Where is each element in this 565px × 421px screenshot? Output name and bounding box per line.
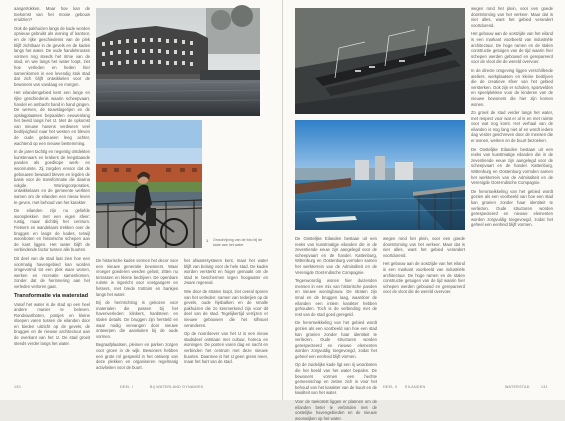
left-page-column-3 bbox=[184, 258, 268, 378]
right-page bbox=[283, 0, 565, 421]
paragraph: Het gebouw aan de oostzijde van het eiland is een markant voorbeeld van industriële architectuur. De hoge ramen en de stalen constructie getuigen van de tijd waarin hier schepen werden gebouwd en gerepareerd voor de vloot die de wereld overvoer. bbox=[471, 31, 553, 65]
paragraph: Op de noordoever van het IJ is een nieuw stadsdeel ontstaan met cultuur, horeca en woningen. De ponten varen dag en nacht en verbinden het centrum met deze nieuwe buurten. Daarmee is het IJ geen grens meer, maar het hart van de stad. bbox=[184, 331, 268, 365]
paragraph: Vanaf het water is de stad op een heel andere manier te beleven. Rondvaartboten, pontjes en kleine sloepen varen tussen de eilanden door en bieden uitzicht op de gevels, de bruggen en de nieuwe architectuur aan de overkant van het IJ. De stad groeit steeds verder langs het water. bbox=[14, 301, 90, 346]
warehouse-canal-photo bbox=[96, 8, 260, 116]
right-footer-page-number: 131 bbox=[541, 385, 548, 389]
paragraph: Zo groeit de stad verder langs het water, met respect voor wat er al is en met ruimte voor wat nog komt. Het verhaal van de eilanden is nog lang niet af en wordt iedere dag verder geschreven door de mensen die er wonen, werken en de buurt bezoeken. bbox=[471, 110, 553, 144]
left-footer-section: DEEL I bbox=[120, 385, 134, 389]
paragraph: In de directe omgeving liggen verschillende ateliers, werkplaatsen en kleine bedrijven die de creatieve sfeer van het gebied versterken. Ook zijn er scholen, sportvelden en speelplekken voor de kinderen van de nieuwe bewoners die hier zijn komen wonen. bbox=[471, 67, 553, 107]
paragraph: Ook de pakhuizen langs de kade worden opnieuw gebruikt als woning of kantoor, en de rijke geschiedenis van de plek blijft zichtbaar in de gevels en de kades langs het water. De oude handelsroutes vormen nog steeds het ritme van de stad, en wie langs het water loopt, ziet hoe verleden en heden hier samenkomen in een levendig stuk stad dat zich blijft ontwikkelen voor de bewoners van vandaag en morgen. bbox=[14, 25, 90, 87]
paragraph: Dit deel van de stad laat zien hoe een voormalig havengebied kan worden omgevormd tot een plek waar wonen, werken en recreatie samenkomen, zonder dat de herinnering aan het verleden verloren gaat. bbox=[14, 255, 90, 289]
warehouse-canal-image bbox=[96, 8, 260, 116]
paragraph: Tegenwoordig wonen hier duizenden mensen in een mix van historische panden en nieuwe woningbouw. De straten zijn smal en de bruggen laag, waardoor de eilanden een intiem karakter hebben gehouden. Toch is de verbinding met de rest van de stad goed geregeld. bbox=[295, 278, 377, 317]
caption-number: 1 bbox=[206, 238, 209, 243]
aerial-harbour-image bbox=[295, 8, 465, 114]
right-page-column-1 bbox=[295, 236, 377, 421]
section-heading: Transformatie via waterstad bbox=[14, 292, 88, 299]
right-page-column-2 bbox=[383, 236, 465, 378]
paragraph: wegen rond het plein, voor een goede doorstroming van het verkeer. Maar dat is niet alles, want het gebied verandert voortdurend. bbox=[383, 236, 465, 258]
paragraph: In de jaren tachtig en negentig ontdekten kunstenaars en krakers de leegstaande panden als goedkope werk- en woonruimte. Zij zorgden ervoor dat de gebouwen bewaard bleven en legden de basis voor de transformatie die daarna volgde. Woningcorporaties, ontwikkelaars en de gemeente werkten samen om de eilanden een nieuw leven te geven, met behoud van het karakter. bbox=[14, 149, 90, 205]
paragraph: Het eilandengebied kent een lange en rijke geschiedenis waarin scheepvaart, handel en ambacht hand in hand gingen. De werven, de touwslagerijen en de opslagplaatsen bepaalden eeuwenlang het beeld langs het IJ. Met de opkomst van nieuwe havens verdween veel bedrijvigheid naar het westen en bleven de oude gebouwen leeg achter, wachtend op een nieuwe bestemming. bbox=[14, 90, 90, 146]
paragraph: De herontwikkeling van het gebied wordt gezien als een voorbeeld van hoe een stad kan groeien zonder haar identiteit te verliezen. Oude structuren worden gerespecteerd en nieuwe elementen worden zorgvuldig toegevoegd, zodat het geheel een eenheid blijft vormen. bbox=[471, 188, 553, 228]
right-page-column-3 bbox=[471, 6, 553, 378]
paragraph: De historische kades vormen het decor voor een nieuwe generatie bewoners. Waar vroeger goederen werden gelost, zitten nu terrassen en kleine bedrijven. De openbare ruimte is ingericht voor voetgangers en fietsers, met brede trottoirs en bankjes langs het water. bbox=[96, 258, 178, 297]
paragraph: wegen rond het plein, voor een goede doorstroming van het verkeer. Maar dat is niet alles, want het gebied verandert voortdurend. bbox=[471, 6, 553, 28]
cyclist-bridge-image bbox=[96, 120, 202, 248]
paragraph: Begraafplaatsen, pleinen en parken zorgen voor groen in de wijk. Bewoners hebben een grote rol gespeeld in het ontwerp van deze plekken en organiseren regelmatig activiteiten voor de buurt. bbox=[96, 342, 178, 370]
paragraph: het afwatersysteem kent, maar het water blijft van belang voor de hele stad. De kades worden versterkt en hoger gemaakt om de stad te beschermen tegen hoogwater en zware regenval. bbox=[184, 258, 268, 286]
paragraph: Voor de toekomst liggen er plannen om de eilanden beter te verbinden met de oostelijke havengebieden en de nieuwe woonwijken op het water. bbox=[295, 399, 377, 421]
photo-caption: Omschrijving van de foto bij de kade aan het water bbox=[213, 238, 263, 247]
paragraph: Het gebouw aan de oostzijde van het eiland is een markant voorbeeld van industriële architectuur. De hoge ramen en de stalen constructie getuigen van de tijd waarin hier schepen werden gebouwd en gerepareerd voor de vloot die de wereld overvoer. bbox=[383, 261, 465, 295]
aerial-harbour-photo bbox=[295, 8, 465, 114]
right-footer-brand: WATERSTAD bbox=[505, 385, 530, 389]
left-page bbox=[0, 0, 282, 400]
cyclist-bridge-photo bbox=[96, 120, 202, 248]
paragraph: De Oostelijke Eilanden bestaan uit een reeks van kunstmatige eilanden die in de zeventiende eeuw zijn aangelegd voor de scheepvaart en de handel. Kattenburg, Wittenburg en Oostenburg vormden samen het werkterrein van de Admiraliteit en de Verenigde Oost-Indische Compagnie. bbox=[295, 236, 377, 275]
right-footer-section: DEEL II bbox=[383, 385, 398, 389]
paragraph: De Oostelijke Eilanden bestaan uit een reeks van kunstmatige eilanden die in de zeventiende eeuw zijn aangelegd voor de scheepvaart en de handel. Kattenburg, Wittenburg en Oostenburg vormden samen het werkterrein van de Admiraliteit en de Verenigde Oost-Indische Compagnie. bbox=[471, 146, 553, 186]
paragraph: De herontwikkeling van het gebied wordt gezien als een voorbeeld van hoe een stad kan groeien zonder haar identiteit te verliezen. Oude structuren worden gerespecteerd en nieuwe elementen worden zorgvuldig toegevoegd, zodat het geheel een eenheid blijft vormen. bbox=[295, 320, 377, 359]
paragraph: Wie door de straten loopt, ziet overal sporen van het verleden: namen van rederijen op de gevels, oude hijsbalken en de smalle pakhuizen die zo kenmerkend zijn voor dit deel van de stad. Tegelijkertijd verrijzen er nieuwe gebouwen die het silhouet veranderen. bbox=[184, 288, 268, 328]
paragraph: De eilanden zijn nu geliefde woonplekken met een eigen sfeer: rustig, maar dichtbij het centrum. Fietsers en wandelaars trekken over de bruggen en langs de kades, terwijl woonboten en historische schepen aan de kant liggen. Het water blijft de verbindende factor tussen alle buurten. bbox=[14, 208, 90, 253]
left-page-column-2 bbox=[96, 258, 178, 378]
paragraph: aangetrokken. Maar hoe kan de toekomst van het mooie gebouw eruitzien? bbox=[14, 6, 90, 23]
harbour-bridges-photo bbox=[295, 120, 465, 230]
paragraph: Op de zuidelijke kade ligt een rij woonboten die het beeld van het water bepalen. De bewoners vormen een hechte gemeenschap en zetten zich in voor het behoud van het karakter van de buurt en de kwaliteit van het water. bbox=[295, 362, 377, 396]
paragraph: Bij de herinrichting is gekozen voor materialen die passen bij het havenverleden: klinkers, hardsteen en stalen details. De bruggen zijn hersteld en waar nodig vervangen door nieuwe ontwerpen die aansluiten bij de oude vormen. bbox=[96, 300, 178, 339]
left-footer-page-number: 130 bbox=[14, 385, 21, 389]
left-page-column-1 bbox=[14, 6, 90, 378]
right-footer-title: EILANDEN bbox=[405, 385, 426, 389]
left-footer-title: Bij WATERLAND DYNAMIEK bbox=[150, 385, 204, 389]
harbour-bridges-image bbox=[295, 120, 465, 230]
